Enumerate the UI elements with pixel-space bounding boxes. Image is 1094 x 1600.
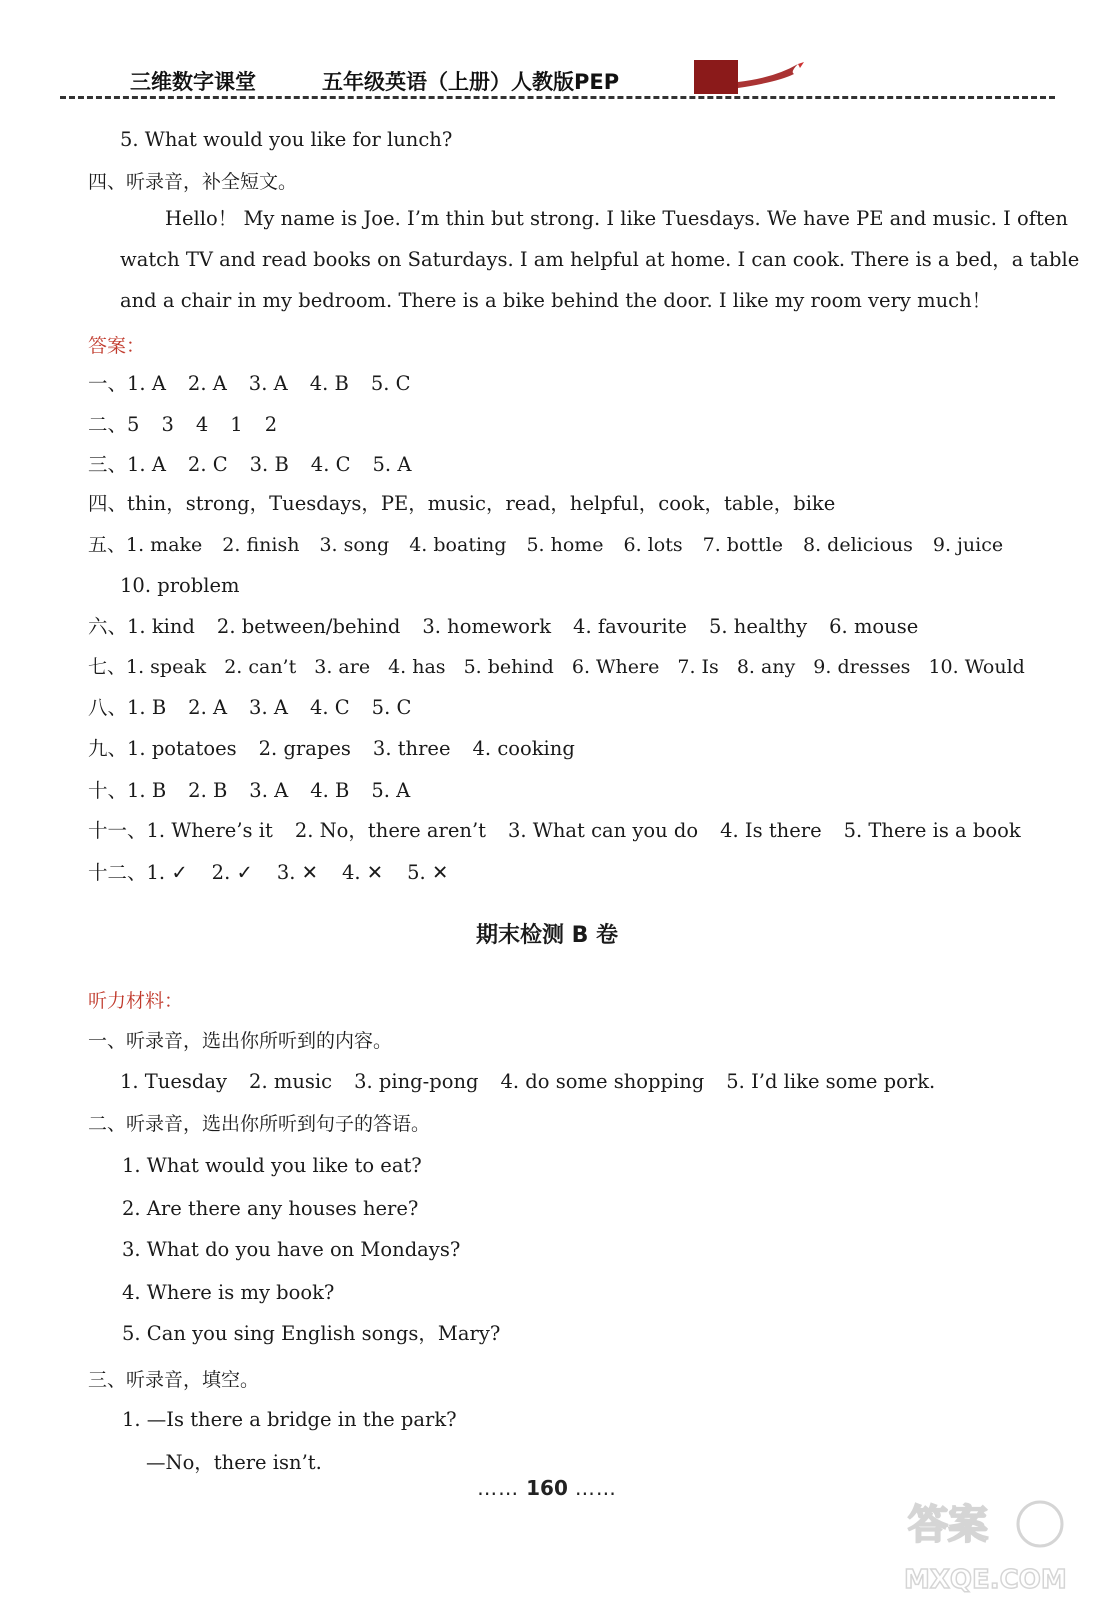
brand-name: 三维数字课堂 <box>130 70 256 94</box>
answer-row: 三、1. A 2. C 3. B 4. C 5. A <box>88 453 412 476</box>
part2-heading: 二、听录音，选出你所听到句子的答语。 <box>88 1113 431 1135</box>
passage-line: watch TV and read books on Saturdays. I am helpful at home. I can cook. There is a bed，a table <box>120 248 1080 271</box>
answer-row: 七、1. speak 2. can’t 3. are 4. has 5. behind 6. Where 7. Is 8. any 9. dresses 10. Would <box>88 656 1025 678</box>
book-title: 五年级英语（上册）人教版PEP <box>322 70 620 94</box>
answer-row: 十、1. B 2. B 3. A 4. B 5. A <box>88 779 411 802</box>
part2-item: 3. What do you have on Mondays? <box>122 1238 461 1261</box>
answer-row: 十一、1. Where’s it 2. No，there aren’t 3. What can you do 4. Is there 5. There is a book <box>88 819 1021 842</box>
listening-question-5: 5. What would you like for lunch? <box>120 128 453 151</box>
part2-item: 5. Can you sing English songs，Mary? <box>122 1322 501 1345</box>
part2-item: 4. Where is my book? <box>122 1281 335 1304</box>
rocket-logo-icon <box>694 58 814 98</box>
part1-heading: 一、听录音，选出你所听到的内容。 <box>88 1030 393 1052</box>
passage-line: Hello！ My name is Joe. I’m thin but strong. I like Tuesdays. We have PE and music. I often <box>165 207 1068 230</box>
watermark-text: MXQE.COM <box>904 1565 1067 1595</box>
header-divider <box>60 96 1055 99</box>
part1-items: 1. Tuesday 2. music 3. ping-pong 4. do some shopping 5. I’d like some pork. <box>120 1070 936 1093</box>
answer-row: 十二、1. ✓ 2. ✓ 3. ✕ 4. ✕ 5. ✕ <box>88 861 449 884</box>
answer-row: 10. problem <box>120 574 240 597</box>
answer-row: 二、5 3 4 1 2 <box>88 413 278 436</box>
listening-material-label: 听力材料： <box>88 990 184 1012</box>
answer-row: 一、1. A 2. A 3. A 4. B 5. C <box>88 372 411 395</box>
part2-item: 1. What would you like to eat? <box>122 1154 422 1177</box>
answer-row: 九、1. potatoes 2. grapes 3. three 4. cooking <box>88 737 575 760</box>
watermark-logo-icon <box>900 1488 1070 1598</box>
part3-answer: —No，there isn’t. <box>146 1451 322 1474</box>
svg-text:答案: 答案 <box>908 1502 988 1548</box>
answer-row: 八、1. B 2. A 3. A 4. C 5. C <box>88 696 412 719</box>
part3-heading: 三、听录音，填空。 <box>88 1369 260 1391</box>
answer-row: 五、1. make 2. finish 3. song 4. boating 5. home 6. lots 7. bottle 8. delicious 9. juice <box>88 534 1004 556</box>
passage-line: and a chair in my bedroom. There is a bike behind the door. I like my room very much！ <box>120 289 992 312</box>
page-footer: …… 160 …… <box>477 1476 617 1500</box>
page-header <box>60 58 1055 100</box>
section-b-title: 期末检测 B 卷 <box>475 923 619 948</box>
part3-question: 1. —Is there a bridge in the park? <box>122 1408 457 1431</box>
answer-row: 四、thin，strong，Tuesdays，PE，music，read，helpful，cook，table，bike <box>88 492 836 515</box>
part4-heading: 四、听录音，补全短文。 <box>88 171 298 193</box>
page-number: 160 <box>526 1476 568 1500</box>
part2-item: 2. Are there any houses here? <box>122 1197 419 1220</box>
answers-label: 答案： <box>88 335 146 357</box>
answer-row: 六、1. kind 2. between/behind 3. homework 4. favourite 5. healthy 6. mouse <box>88 615 919 638</box>
